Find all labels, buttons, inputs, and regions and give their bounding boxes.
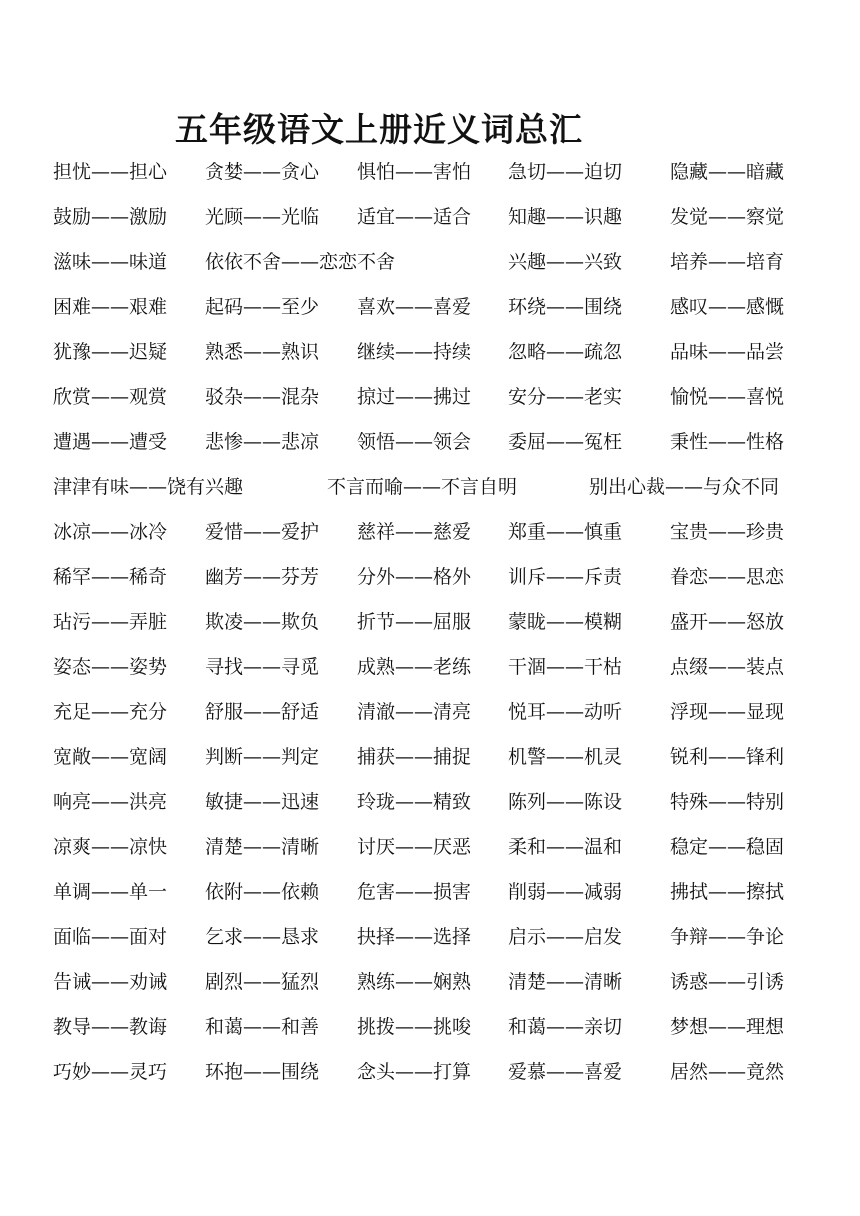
- synonym-pair: 玷污——弄脏: [53, 611, 168, 633]
- synonym-pair: 锐利——锋利: [670, 746, 785, 768]
- synonym-pair: 判断——判定: [205, 746, 320, 768]
- synonym-row: [0, 734, 860, 779]
- synonym-row: [0, 644, 860, 689]
- synonym-pair: 姿态——姿势: [53, 656, 168, 678]
- synonym-pair: 清澈——清亮: [357, 701, 472, 723]
- synonym-pair: 悲惨——悲凉: [205, 431, 320, 453]
- synonym-pair: 秉性——性格: [670, 431, 785, 453]
- synonym-pair: 继续——持续: [357, 341, 472, 363]
- synonym-row: [0, 869, 860, 914]
- synonym-pair: 盛开——怒放: [670, 611, 785, 633]
- synonym-row: [0, 599, 860, 644]
- synonym-pair: 拂拭——擦拭: [670, 881, 785, 903]
- synonym-row: [0, 959, 860, 1004]
- synonym-pair: 欣赏——观赏: [53, 386, 168, 408]
- synonym-row: [0, 779, 860, 824]
- synonym-pair: 启示——启发: [508, 926, 623, 948]
- synonym-pair: 舒服——舒适: [205, 701, 320, 723]
- synonym-pair: 环绕——围绕: [508, 296, 623, 318]
- synonym-pair: 和蔼——和善: [205, 1016, 320, 1038]
- synonym-row: [0, 689, 860, 734]
- idiom-pair: 不言而喻——不言自明: [327, 476, 518, 498]
- synonym-pair: 巧妙——灵巧: [53, 1061, 168, 1083]
- synonym-pair: 感叹——感慨: [670, 296, 785, 318]
- synonym-pair: 稀罕——稀奇: [53, 566, 168, 588]
- synonym-pair: 告诫——劝诫: [53, 971, 168, 993]
- synonym-pair: 依依不舍——恋恋不舍: [205, 251, 396, 273]
- synonym-pair: 讨厌——厌恶: [357, 836, 472, 858]
- synonym-pair: 遭遇——遭受: [53, 431, 168, 453]
- synonym-pair: 危害——损害: [357, 881, 472, 903]
- synonym-pair: 惧怕——害怕: [357, 161, 472, 183]
- synonym-row: [0, 824, 860, 869]
- synonym-pair: 蒙眬——模糊: [508, 611, 623, 633]
- synonym-row: [0, 374, 860, 419]
- synonym-row: [0, 509, 860, 554]
- synonym-pair: 冰凉——冰冷: [53, 521, 168, 543]
- synonym-pair: 寻找——寻觅: [205, 656, 320, 678]
- synonym-pair: 特殊——特别: [670, 791, 785, 813]
- synonym-pair: 梦想——理想: [670, 1016, 785, 1038]
- synonym-pair: 忽略——疏忽: [508, 341, 623, 363]
- synonym-pair: 欺凌——欺负: [205, 611, 320, 633]
- synonym-pair: 响亮——洪亮: [53, 791, 168, 813]
- synonym-pair: 训斥——斥责: [508, 566, 623, 588]
- synonym-pair: 困难——艰难: [53, 296, 168, 318]
- synonym-pair: 清楚——清晰: [508, 971, 623, 993]
- synonym-pair: 陈列——陈设: [508, 791, 623, 813]
- synonym-pair: 环抱——围绕: [205, 1061, 320, 1083]
- synonym-pair: 滋味——味道: [53, 251, 168, 273]
- synonym-pair: 捕获——捕捉: [357, 746, 472, 768]
- synonym-pair: 郑重——慎重: [508, 521, 623, 543]
- page-title: 五年级语文上册近义词总汇: [175, 110, 583, 149]
- synonym-pair: 愉悦——喜悦: [670, 386, 785, 408]
- synonym-pair: 挑拨——挑唆: [357, 1016, 472, 1038]
- synonym-pair: 干涸——干枯: [508, 656, 623, 678]
- synonym-pair: 领悟——领会: [357, 431, 472, 453]
- synonym-pair: 居然——竟然: [670, 1061, 785, 1083]
- synonym-pair: 柔和——温和: [508, 836, 623, 858]
- synonym-pair: 兴趣——兴致: [508, 251, 623, 273]
- synonym-pair: 抉择——选择: [357, 926, 472, 948]
- synonym-row-idioms: [0, 464, 860, 509]
- synonym-pair: 宽敞——宽阔: [53, 746, 168, 768]
- synonym-pair: 机警——机灵: [508, 746, 623, 768]
- synonym-pair: 培养——培育: [670, 251, 785, 273]
- synonym-pair: 眷恋——思恋: [670, 566, 785, 588]
- synonym-row: [0, 239, 860, 284]
- synonym-pair: 担忧——担心: [53, 161, 168, 183]
- synonym-pair: 凉爽——凉快: [53, 836, 168, 858]
- synonym-pair: 安分——老实: [508, 386, 623, 408]
- synonym-pair: 适宜——适合: [357, 206, 472, 228]
- synonym-row: [0, 284, 860, 329]
- synonym-pair: 犹豫——迟疑: [53, 341, 168, 363]
- synonym-pair: 爱惜——爱护: [205, 521, 320, 543]
- synonym-row: [0, 149, 860, 194]
- synonym-pair: 喜欢——喜爱: [357, 296, 472, 318]
- synonym-pair: 悦耳——动听: [508, 701, 623, 723]
- synonym-pair: 知趣——识趣: [508, 206, 623, 228]
- synonym-row: [0, 554, 860, 599]
- synonym-pair: 念头——打算: [357, 1061, 472, 1083]
- synonym-pair: 鼓励——激励: [53, 206, 168, 228]
- synonym-row: [0, 329, 860, 374]
- synonym-pair: 充足——充分: [53, 701, 168, 723]
- synonym-row: [0, 194, 860, 239]
- synonym-pair: 教导——教诲: [53, 1016, 168, 1038]
- synonym-pair: 宝贵——珍贵: [670, 521, 785, 543]
- synonym-pair: 削弱——减弱: [508, 881, 623, 903]
- idiom-pair: 别出心裁——与众不同: [589, 476, 780, 498]
- synonym-pair: 折节——屈服: [357, 611, 472, 633]
- synonym-pair: 隐藏——暗藏: [670, 161, 785, 183]
- synonym-pair: 发觉——察觉: [670, 206, 785, 228]
- synonym-pair: 驳杂——混杂: [205, 386, 320, 408]
- synonym-pair: 熟练——娴熟: [357, 971, 472, 993]
- synonym-pair: 清楚——清晰: [205, 836, 320, 858]
- synonym-row: [0, 914, 860, 959]
- synonym-pair: 和蔼——亲切: [508, 1016, 623, 1038]
- synonym-pair: 爱慕——喜爱: [508, 1061, 623, 1083]
- synonym-pair: 幽芳——芬芳: [205, 566, 320, 588]
- synonym-row: [0, 419, 860, 464]
- synonym-pair: 浮现——显现: [670, 701, 785, 723]
- synonym-pair: 品味——品尝: [670, 341, 785, 363]
- synonym-row: [0, 1049, 860, 1094]
- synonym-pair: 点缀——装点: [670, 656, 785, 678]
- synonym-pair: 掠过——拂过: [357, 386, 472, 408]
- synonym-pair: 熟悉——熟识: [205, 341, 320, 363]
- synonym-pair: 贪婪——贪心: [205, 161, 320, 183]
- synonym-pair: 分外——格外: [357, 566, 472, 588]
- synonym-pair: 乞求——恳求: [205, 926, 320, 948]
- synonym-pair: 光顾——光临: [205, 206, 320, 228]
- synonym-pair: 单调——单一: [53, 881, 168, 903]
- synonym-pair: 面临——面对: [53, 926, 168, 948]
- synonym-pair: 成熟——老练: [357, 656, 472, 678]
- synonym-pair: 诱惑——引诱: [670, 971, 785, 993]
- synonym-pair: 剧烈——猛烈: [205, 971, 320, 993]
- synonym-pair: 争辩——争论: [670, 926, 785, 948]
- synonym-list: [0, 149, 860, 1094]
- synonym-pair: 急切——迫切: [508, 161, 623, 183]
- synonym-pair: 委屈——冤枉: [508, 431, 623, 453]
- synonym-pair: 慈祥——慈爱: [357, 521, 472, 543]
- synonym-pair: 玲珑——精致: [357, 791, 472, 813]
- synonym-pair: 起码——至少: [205, 296, 320, 318]
- synonym-pair: 敏捷——迅速: [205, 791, 320, 813]
- synonym-row: [0, 1004, 860, 1049]
- idiom-pair: 津津有味——饶有兴趣: [53, 476, 244, 498]
- synonym-pair: 依附——依赖: [205, 881, 320, 903]
- synonym-pair: 稳定——稳固: [670, 836, 785, 858]
